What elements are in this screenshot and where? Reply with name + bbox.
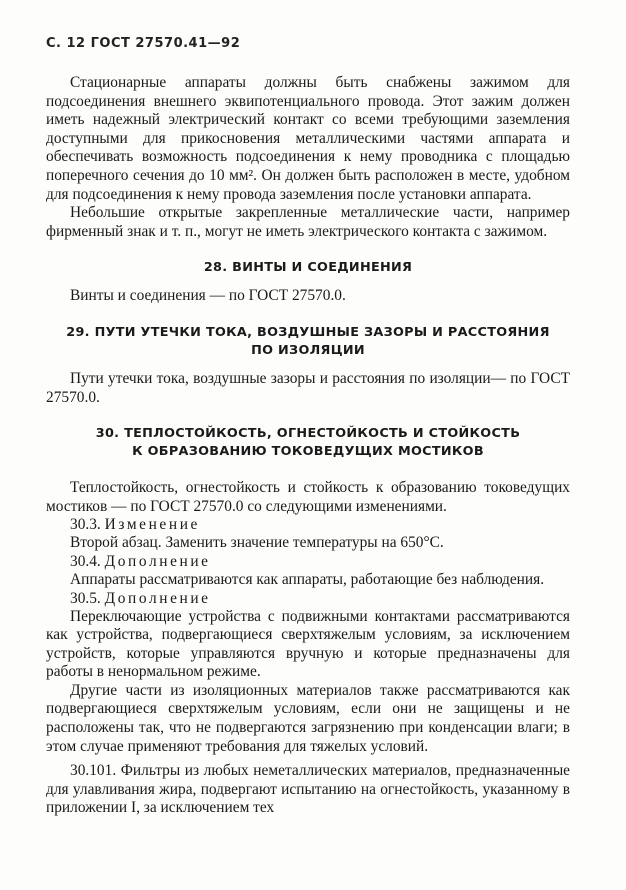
subsection-30-4-text: Аппараты рассматриваются как аппараты, работающие без наблюдения. — [70, 570, 545, 588]
subsection-30-3-label: Изменение — [104, 516, 200, 534]
section-heading-28: 28. ВИНТЫ И СОЕДИНЕНИЯ — [203, 260, 413, 276]
paragraph-section-28: Винты и соединения — по ГОСТ 27570.0. — [70, 287, 346, 305]
subsection-30-5-title — [46, 590, 570, 608]
subsection-30-4-label: Дополнение — [104, 552, 211, 570]
paragraph-equipotential-terminal: Стационарные аппараты должны быть снабжены зажимом для подсоединения внешнего эквипотенциального провода. Этот зажим должен иметь надежный электрический контакт со всеми требующими заземления доступными для прикосновения металлическими частями аппарата и обеспечивать возможность подсоединения к нему проводника с площадью поперечного сечения до 10 мм². Он должен быть расположен в месте, удобном для подсоединения к нему провода заземления после установки аппарата. — [46, 74, 570, 203]
subsection-30-5-paragraph-2: Другие части из изоляционных материалов также рассматриваются как подвергающиеся сверхтяжелым условиям, если они не защищены и не расположены так, что не подвергаются загрязнению при конденсации влаги; в этом случае применяют требования для тяжелых условий. — [46, 681, 570, 755]
subsection-30-5-number: 30.5. — [70, 589, 101, 607]
subsection-30-5-paragraph-1: Переключающие устройства с подвижными контактами рассматриваются как устройства, подвергающиеся сверхтяжелым условиям, за исключением устройств, которые управляются вручную и которые предназначены для работы в ненормальном режиме. — [46, 607, 570, 681]
paragraph-section-29: Пути утечки тока, воздушные зазоры и расстояния по изоляции— по ГОСТ 27570.0. — [46, 369, 570, 406]
subsection-30-3-title — [46, 516, 570, 534]
subsection-30-5-label: Дополнение — [104, 589, 211, 607]
paragraph-small-metal-parts: Небольшие открытые закрепленные металлические части, например фирменный знак и т. п., могут не иметь электрического контакта с зажимом. — [46, 204, 570, 240]
subsection-30-4-title — [46, 553, 570, 571]
section-heading-29-line2: ПО ИЗОЛЯЦИИ — [251, 342, 365, 358]
section-heading-29-line1: 29. ПУТИ УТЕЧКИ ТОКА, ВОЗДУШНЫЕ ЗАЗОРЫ И РАССТОЯНИЯ — [66, 324, 550, 340]
subsection-30-3-text: Второй абзац. Заменить значение температуры на 650°С. — [70, 534, 444, 552]
section-heading-30-line2: К ОБРАЗОВАНИЮ ТОКОВЕДУЩИХ МОСТИКОВ — [132, 444, 484, 460]
page-header: С. 12 ГОСТ 27570.41—92 — [46, 36, 241, 51]
section-heading-30-line1: 30. ТЕПЛОСТОЙКОСТЬ, ОГНЕСТОЙКОСТЬ И СТОЙКОСТЬ — [95, 426, 521, 442]
subsection-30-4-number: 30.4. — [70, 552, 101, 570]
document-body — [46, 74, 570, 818]
subsection-30-3-number: 30.3. — [70, 516, 101, 534]
paragraph-section-30: Теплостойкость, огнестойкость и стойкость к образованию токоведущих мостиков — по ГОСТ 27570.0 со следующими изменениями. — [46, 479, 570, 515]
subsection-30-101-text: 30.101. Фильтры из любых неметаллических материалов, предназначенные для улавливания жира, подвергают испытанию на огнестойкость, указанному в приложении I, за исключением тех — [46, 762, 570, 817]
